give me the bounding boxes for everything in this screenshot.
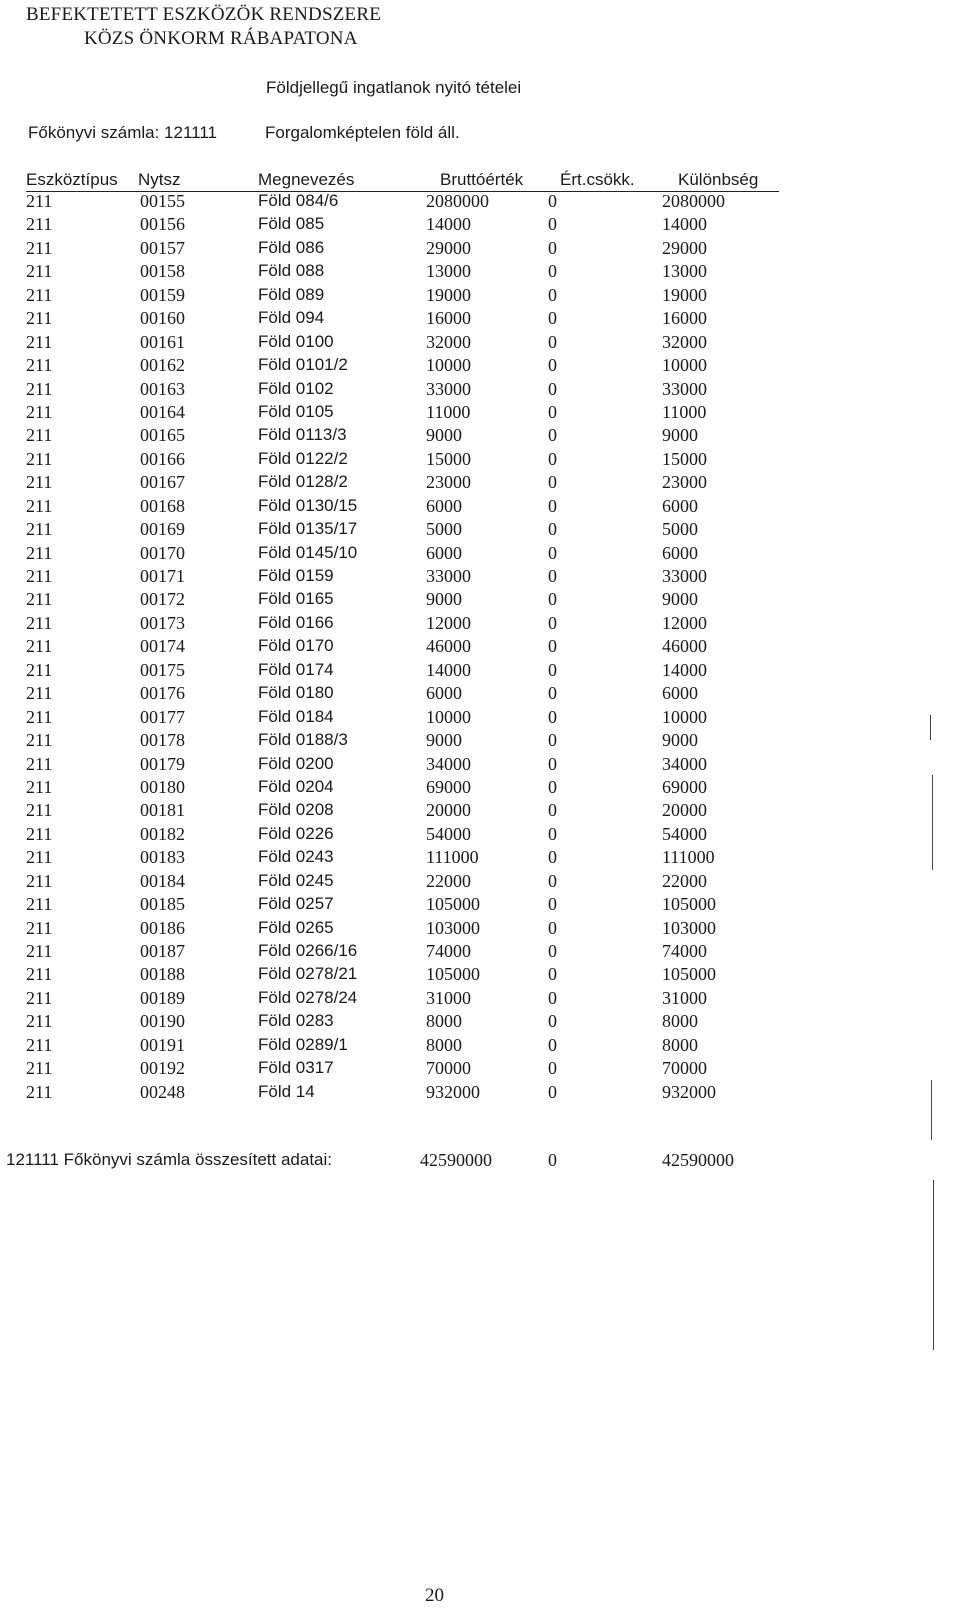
table-row — [0, 214, 960, 237]
cell-nytsz: 00177 — [140, 706, 185, 727]
cell-depreciation: 0 — [548, 237, 557, 258]
cell-name: Föld 089 — [258, 284, 325, 304]
cell-difference: 32000 — [662, 331, 707, 352]
cell-depreciation: 0 — [548, 378, 557, 399]
cell-depreciation: 0 — [548, 1081, 557, 1102]
cell-difference: 8000 — [662, 1011, 698, 1032]
cell-name: Föld 0200 — [258, 753, 334, 773]
cell-difference: 16000 — [662, 308, 707, 329]
cell-difference: 46000 — [662, 636, 707, 657]
cell-type: 211 — [26, 191, 53, 211]
cell-nytsz: 00158 — [140, 261, 185, 282]
cell-name: Föld 085 — [258, 214, 325, 234]
cell-name: Föld 0159 — [258, 566, 334, 585]
cell-depreciation: 0 — [548, 730, 557, 751]
cell-gross: 16000 — [426, 308, 471, 329]
cell-gross: 13000 — [426, 261, 471, 282]
cell-difference: 111000 — [662, 847, 715, 868]
cell-gross: 103000 — [426, 917, 480, 938]
cell-type: 211 — [26, 566, 53, 586]
cell-nytsz: 00159 — [140, 284, 185, 305]
summary-gross-value: 42590000 — [420, 1150, 492, 1170]
cell-depreciation: 0 — [548, 753, 557, 774]
cell-difference: 12000 — [662, 612, 707, 633]
organization-line-2: KÖZS ÖNKORM RÁBAPATONA — [84, 28, 358, 49]
cell-gross: 31000 — [426, 987, 471, 1008]
cell-type: 211 — [26, 589, 53, 610]
table-row — [0, 402, 960, 425]
cell-name: Föld 0243 — [258, 847, 334, 867]
cell-type: 211 — [26, 448, 53, 469]
cell-difference: 103000 — [662, 917, 716, 938]
account-name: Forgalomképtelen föld áll. — [265, 123, 460, 142]
cell-type: 211 — [26, 941, 53, 961]
cell-type: 211 — [26, 1034, 53, 1055]
cell-depreciation: 0 — [548, 1034, 557, 1055]
cell-gross: 2080000 — [426, 191, 489, 211]
cell-depreciation: 0 — [548, 566, 557, 586]
cell-name: Föld 0317 — [258, 1058, 334, 1078]
cell-nytsz: 00164 — [140, 401, 185, 422]
table-row — [0, 800, 960, 823]
cell-depreciation: 0 — [548, 659, 557, 680]
cell-nytsz: 00165 — [140, 425, 185, 446]
cell-type: 211 — [26, 1011, 53, 1032]
cell-name: Föld 0122/2 — [258, 448, 348, 468]
cell-name: Föld 088 — [258, 261, 325, 281]
cell-nytsz: 00161 — [140, 331, 185, 352]
cell-nytsz: 00167 — [140, 472, 185, 493]
cell-name: Föld 0188/3 — [258, 730, 348, 750]
table-row — [0, 379, 960, 402]
cell-nytsz: 00162 — [140, 355, 185, 376]
cell-type: 211 — [26, 1081, 53, 1102]
cell-difference: 19000 — [662, 284, 707, 305]
cell-depreciation: 0 — [548, 355, 557, 376]
asset-table-body — [0, 191, 960, 1105]
cell-nytsz: 00189 — [140, 987, 185, 1008]
cell-gross: 54000 — [426, 823, 471, 844]
cell-type: 211 — [26, 519, 53, 540]
cell-gross: 111000 — [426, 847, 479, 868]
cell-gross: 5000 — [426, 519, 462, 540]
cell-nytsz: 00163 — [140, 378, 185, 399]
cell-difference: 15000 — [662, 448, 707, 469]
summary-depreciation: 0 — [548, 1150, 557, 1170]
cell-gross: 8000 — [426, 1011, 462, 1032]
cell-difference: 932000 — [662, 1081, 716, 1102]
cell-depreciation: 0 — [548, 1058, 557, 1079]
cell-type: 211 — [26, 331, 53, 352]
cell-name: Föld 0278/21 — [258, 964, 358, 984]
table-row — [0, 449, 960, 472]
cell-name: Föld 0226 — [258, 823, 334, 843]
cell-name: Föld 0135/17 — [258, 519, 358, 539]
cell-type: 211 — [26, 308, 53, 329]
cell-difference: 8000 — [662, 1034, 698, 1055]
cell-depreciation: 0 — [548, 308, 557, 329]
table-row — [0, 519, 960, 542]
cell-nytsz: 00178 — [140, 730, 185, 751]
table-row — [0, 589, 960, 612]
cell-difference: 105000 — [662, 894, 716, 915]
cell-difference: 34000 — [662, 753, 707, 774]
cell-gross: 6000 — [426, 495, 462, 516]
cell-name: Föld 0145/10 — [258, 542, 358, 562]
column-header-depreciation: Ért.csökk. — [560, 170, 635, 189]
cell-nytsz: 00166 — [140, 448, 185, 469]
cell-name: Föld 0245 — [258, 870, 334, 890]
cell-name: Föld 0174 — [258, 659, 334, 679]
cell-depreciation: 0 — [548, 401, 557, 422]
cell-name: Föld 0128/2 — [258, 472, 348, 492]
cell-depreciation: 0 — [548, 847, 557, 868]
cell-name: Föld 0278/24 — [258, 987, 358, 1007]
cell-gross: 6000 — [426, 683, 462, 704]
cell-difference: 29000 — [662, 237, 707, 258]
cell-nytsz: 00190 — [140, 1011, 185, 1032]
summary-row — [0, 1150, 960, 1176]
cell-depreciation: 0 — [548, 589, 557, 610]
cell-type: 211 — [26, 847, 53, 868]
cell-gross: 19000 — [426, 284, 471, 305]
cell-gross: 105000 — [426, 964, 480, 985]
summary-label: 121111 Főkönyvi számla összesített adatai: — [6, 1150, 333, 1169]
cell-type: 211 — [26, 612, 53, 633]
cell-name: Föld 0184 — [258, 706, 334, 726]
cell-type: 211 — [26, 870, 53, 891]
cell-type: 211 — [26, 237, 53, 258]
table-row — [0, 777, 960, 800]
cell-difference: 54000 — [662, 823, 707, 844]
cell-nytsz: 00175 — [140, 659, 185, 680]
cell-type: 211 — [26, 425, 53, 446]
cell-name: Föld 084/6 — [258, 191, 339, 210]
cell-depreciation: 0 — [548, 472, 557, 493]
cell-depreciation: 0 — [548, 706, 557, 727]
cell-type: 211 — [26, 355, 53, 376]
cell-nytsz: 00186 — [140, 917, 185, 938]
cell-difference: 10000 — [662, 355, 707, 376]
cell-type: 211 — [26, 730, 53, 751]
cell-gross: 29000 — [426, 237, 471, 258]
table-row — [0, 660, 960, 683]
table-row — [0, 1011, 960, 1034]
cell-name: Föld 0265 — [258, 917, 334, 937]
table-row — [0, 918, 960, 941]
table-row — [0, 730, 960, 753]
cell-nytsz: 00168 — [140, 495, 185, 516]
table-row — [0, 191, 960, 214]
table-row — [0, 707, 960, 730]
cell-nytsz: 00156 — [140, 214, 185, 235]
table-row — [0, 988, 960, 1011]
cell-nytsz: 00157 — [140, 237, 185, 258]
cell-type: 211 — [26, 776, 53, 797]
cell-depreciation: 0 — [548, 917, 557, 938]
cell-difference: 9000 — [662, 589, 698, 610]
cell-name: Föld 0166 — [258, 612, 334, 632]
cell-gross: 10000 — [426, 706, 471, 727]
cell-depreciation: 0 — [548, 284, 557, 305]
scan-artifact-line — [933, 1180, 934, 1350]
cell-difference: 9000 — [662, 425, 698, 446]
cell-difference: 74000 — [662, 941, 707, 961]
cell-nytsz: 00169 — [140, 519, 185, 540]
table-row — [0, 613, 960, 636]
column-header-nytsz: Nytsz — [138, 170, 181, 189]
cell-depreciation: 0 — [548, 683, 557, 704]
table-row — [0, 496, 960, 519]
cell-difference: 9000 — [662, 730, 698, 751]
cell-gross: 33000 — [426, 566, 471, 586]
cell-gross: 32000 — [426, 331, 471, 352]
cell-depreciation: 0 — [548, 800, 557, 821]
cell-name: Föld 0170 — [258, 636, 334, 656]
cell-name: Föld 0165 — [258, 589, 334, 609]
cell-name: Föld 0130/15 — [258, 495, 358, 515]
table-row — [0, 871, 960, 894]
cell-type: 211 — [26, 472, 53, 493]
table-row — [0, 566, 960, 589]
cell-name: Föld 0266/16 — [258, 941, 358, 960]
cell-nytsz: 00176 — [140, 683, 185, 704]
cell-depreciation: 0 — [548, 214, 557, 235]
cell-gross: 9000 — [426, 589, 462, 610]
table-row — [0, 683, 960, 706]
cell-nytsz: 00182 — [140, 823, 185, 844]
table-row — [0, 1082, 960, 1105]
table-row — [0, 238, 960, 261]
cell-difference: 6000 — [662, 542, 698, 563]
cell-name: Föld 0113/3 — [258, 425, 347, 445]
table-row — [0, 754, 960, 777]
cell-depreciation: 0 — [548, 331, 557, 352]
cell-nytsz: 00183 — [140, 847, 185, 868]
cell-gross: 20000 — [426, 800, 471, 821]
cell-depreciation: 0 — [548, 519, 557, 540]
cell-gross: 74000 — [426, 941, 471, 961]
cell-name: Föld 0283 — [258, 1011, 334, 1031]
cell-depreciation: 0 — [548, 941, 557, 961]
table-row — [0, 824, 960, 847]
account-number-label: Főkönyvi számla: 121111 — [28, 123, 217, 142]
column-header-name: Megnevezés — [258, 170, 355, 189]
cell-type: 211 — [26, 964, 53, 985]
cell-name: Föld 0101/2 — [258, 355, 348, 375]
cell-difference: 14000 — [662, 214, 707, 235]
cell-difference: 11000 — [662, 401, 707, 422]
column-header-difference: Különbség — [678, 170, 759, 189]
cell-gross: 15000 — [426, 448, 471, 469]
cell-type: 211 — [26, 706, 53, 727]
table-row — [0, 425, 960, 448]
cell-nytsz: 00191 — [140, 1034, 185, 1055]
cell-depreciation: 0 — [548, 636, 557, 657]
cell-type: 211 — [26, 1058, 53, 1079]
table-row — [0, 1058, 960, 1081]
cell-difference: 105000 — [662, 964, 716, 985]
cell-name: Föld 0204 — [258, 776, 334, 796]
cell-nytsz: 00174 — [140, 636, 185, 657]
column-header-type: Eszköztípus — [26, 170, 118, 189]
table-row — [0, 472, 960, 495]
cell-difference: 22000 — [662, 870, 707, 891]
page-number: 20 — [425, 1585, 444, 1606]
cell-depreciation: 0 — [548, 894, 557, 915]
cell-type: 211 — [26, 823, 53, 844]
cell-type: 211 — [26, 401, 53, 422]
cell-depreciation: 0 — [548, 823, 557, 844]
cell-gross: 11000 — [426, 401, 471, 422]
cell-nytsz: 00185 — [140, 894, 185, 915]
table-row — [0, 964, 960, 987]
scan-artifact-line — [930, 715, 931, 740]
cell-difference: 6000 — [662, 495, 698, 516]
cell-nytsz: 00179 — [140, 753, 185, 774]
table-row — [0, 1035, 960, 1058]
cell-type: 211 — [26, 636, 53, 657]
cell-gross: 23000 — [426, 472, 471, 493]
cell-difference: 6000 — [662, 683, 698, 704]
cell-depreciation: 0 — [548, 776, 557, 797]
cell-type: 211 — [26, 284, 53, 305]
cell-gross: 33000 — [426, 378, 471, 399]
cell-name: Föld 0100 — [258, 331, 334, 351]
cell-gross: 932000 — [426, 1081, 480, 1102]
table-row — [0, 261, 960, 284]
cell-name: Föld 0257 — [258, 894, 334, 914]
cell-type: 211 — [26, 917, 53, 938]
cell-gross: 8000 — [426, 1034, 462, 1055]
scan-artifact-line — [931, 1080, 932, 1140]
document-subtitle: Földjellegű ingatlanok nyitó tételei — [266, 78, 522, 97]
cell-depreciation: 0 — [548, 542, 557, 563]
table-row — [0, 941, 960, 964]
cell-type: 211 — [26, 261, 53, 282]
cell-depreciation: 0 — [548, 425, 557, 446]
cell-depreciation: 0 — [548, 191, 557, 211]
cell-type: 211 — [26, 495, 53, 516]
cell-difference: 23000 — [662, 472, 707, 493]
cell-nytsz: 00188 — [140, 964, 185, 985]
cell-depreciation: 0 — [548, 448, 557, 469]
cell-name: Föld 086 — [258, 237, 325, 257]
cell-nytsz: 00192 — [140, 1058, 185, 1079]
scan-artifact-line — [932, 775, 933, 870]
table-row — [0, 847, 960, 870]
table-row — [0, 308, 960, 331]
cell-name: Föld 094 — [258, 308, 325, 328]
cell-nytsz: 00170 — [140, 542, 185, 563]
cell-difference: 31000 — [662, 987, 707, 1008]
cell-nytsz: 00248 — [140, 1081, 185, 1102]
cell-nytsz: 00180 — [140, 776, 185, 797]
summary-difference: 42590000 — [662, 1150, 734, 1170]
cell-depreciation: 0 — [548, 987, 557, 1008]
cell-gross: 14000 — [426, 214, 471, 235]
table-row — [0, 355, 960, 378]
cell-gross: 9000 — [426, 730, 462, 751]
cell-type: 211 — [26, 987, 53, 1008]
cell-difference: 33000 — [662, 378, 707, 399]
table-row — [0, 543, 960, 566]
cell-gross: 10000 — [426, 355, 471, 376]
cell-difference: 13000 — [662, 261, 707, 282]
cell-difference: 10000 — [662, 706, 707, 727]
cell-gross: 70000 — [426, 1058, 471, 1079]
cell-depreciation: 0 — [548, 870, 557, 891]
cell-difference: 69000 — [662, 776, 707, 797]
table-row — [0, 285, 960, 308]
cell-difference: 33000 — [662, 566, 707, 586]
cell-type: 211 — [26, 753, 53, 774]
cell-name: Föld 0208 — [258, 800, 334, 820]
cell-type: 211 — [26, 683, 53, 704]
cell-nytsz: 00184 — [140, 870, 185, 891]
cell-type: 211 — [26, 894, 53, 915]
cell-name: Föld 0102 — [258, 378, 334, 398]
cell-gross: 6000 — [426, 542, 462, 563]
cell-difference: 20000 — [662, 800, 707, 821]
cell-depreciation: 0 — [548, 261, 557, 282]
cell-depreciation: 0 — [548, 1011, 557, 1032]
cell-depreciation: 0 — [548, 612, 557, 633]
cell-nytsz: 00171 — [140, 566, 185, 586]
cell-difference: 2080000 — [662, 191, 725, 211]
table-row — [0, 332, 960, 355]
cell-gross: 34000 — [426, 753, 471, 774]
organization-line-1: BEFEKTETETT ESZKÖZÖK RENDSZERE — [26, 4, 382, 25]
cell-gross: 46000 — [426, 636, 471, 657]
cell-gross: 9000 — [426, 425, 462, 446]
cell-gross: 22000 — [426, 870, 471, 891]
cell-type: 211 — [26, 542, 53, 563]
cell-difference: 14000 — [662, 659, 707, 680]
column-header-gross: Bruttóérték — [440, 170, 524, 189]
cell-difference: 5000 — [662, 519, 698, 540]
cell-name: Föld 0180 — [258, 683, 334, 703]
cell-difference: 70000 — [662, 1058, 707, 1079]
cell-name: Föld 0289/1 — [258, 1034, 348, 1054]
cell-type: 211 — [26, 659, 53, 680]
cell-gross: 12000 — [426, 612, 471, 633]
cell-nytsz: 00155 — [140, 191, 185, 211]
cell-name: Föld 0105 — [258, 401, 334, 421]
cell-nytsz: 00173 — [140, 612, 185, 633]
cell-gross: 14000 — [426, 659, 471, 680]
cell-nytsz: 00160 — [140, 308, 185, 329]
cell-type: 211 — [26, 214, 53, 235]
cell-nytsz: 00172 — [140, 589, 185, 610]
cell-nytsz: 00181 — [140, 800, 185, 821]
cell-nytsz: 00187 — [140, 941, 185, 961]
cell-name: Föld 14 — [258, 1081, 315, 1101]
cell-type: 211 — [26, 378, 53, 399]
cell-gross: 105000 — [426, 894, 480, 915]
table-row — [0, 894, 960, 917]
table-row — [0, 636, 960, 659]
cell-depreciation: 0 — [548, 495, 557, 516]
cell-gross: 69000 — [426, 776, 471, 797]
cell-type: 211 — [26, 800, 53, 821]
cell-depreciation: 0 — [548, 964, 557, 985]
